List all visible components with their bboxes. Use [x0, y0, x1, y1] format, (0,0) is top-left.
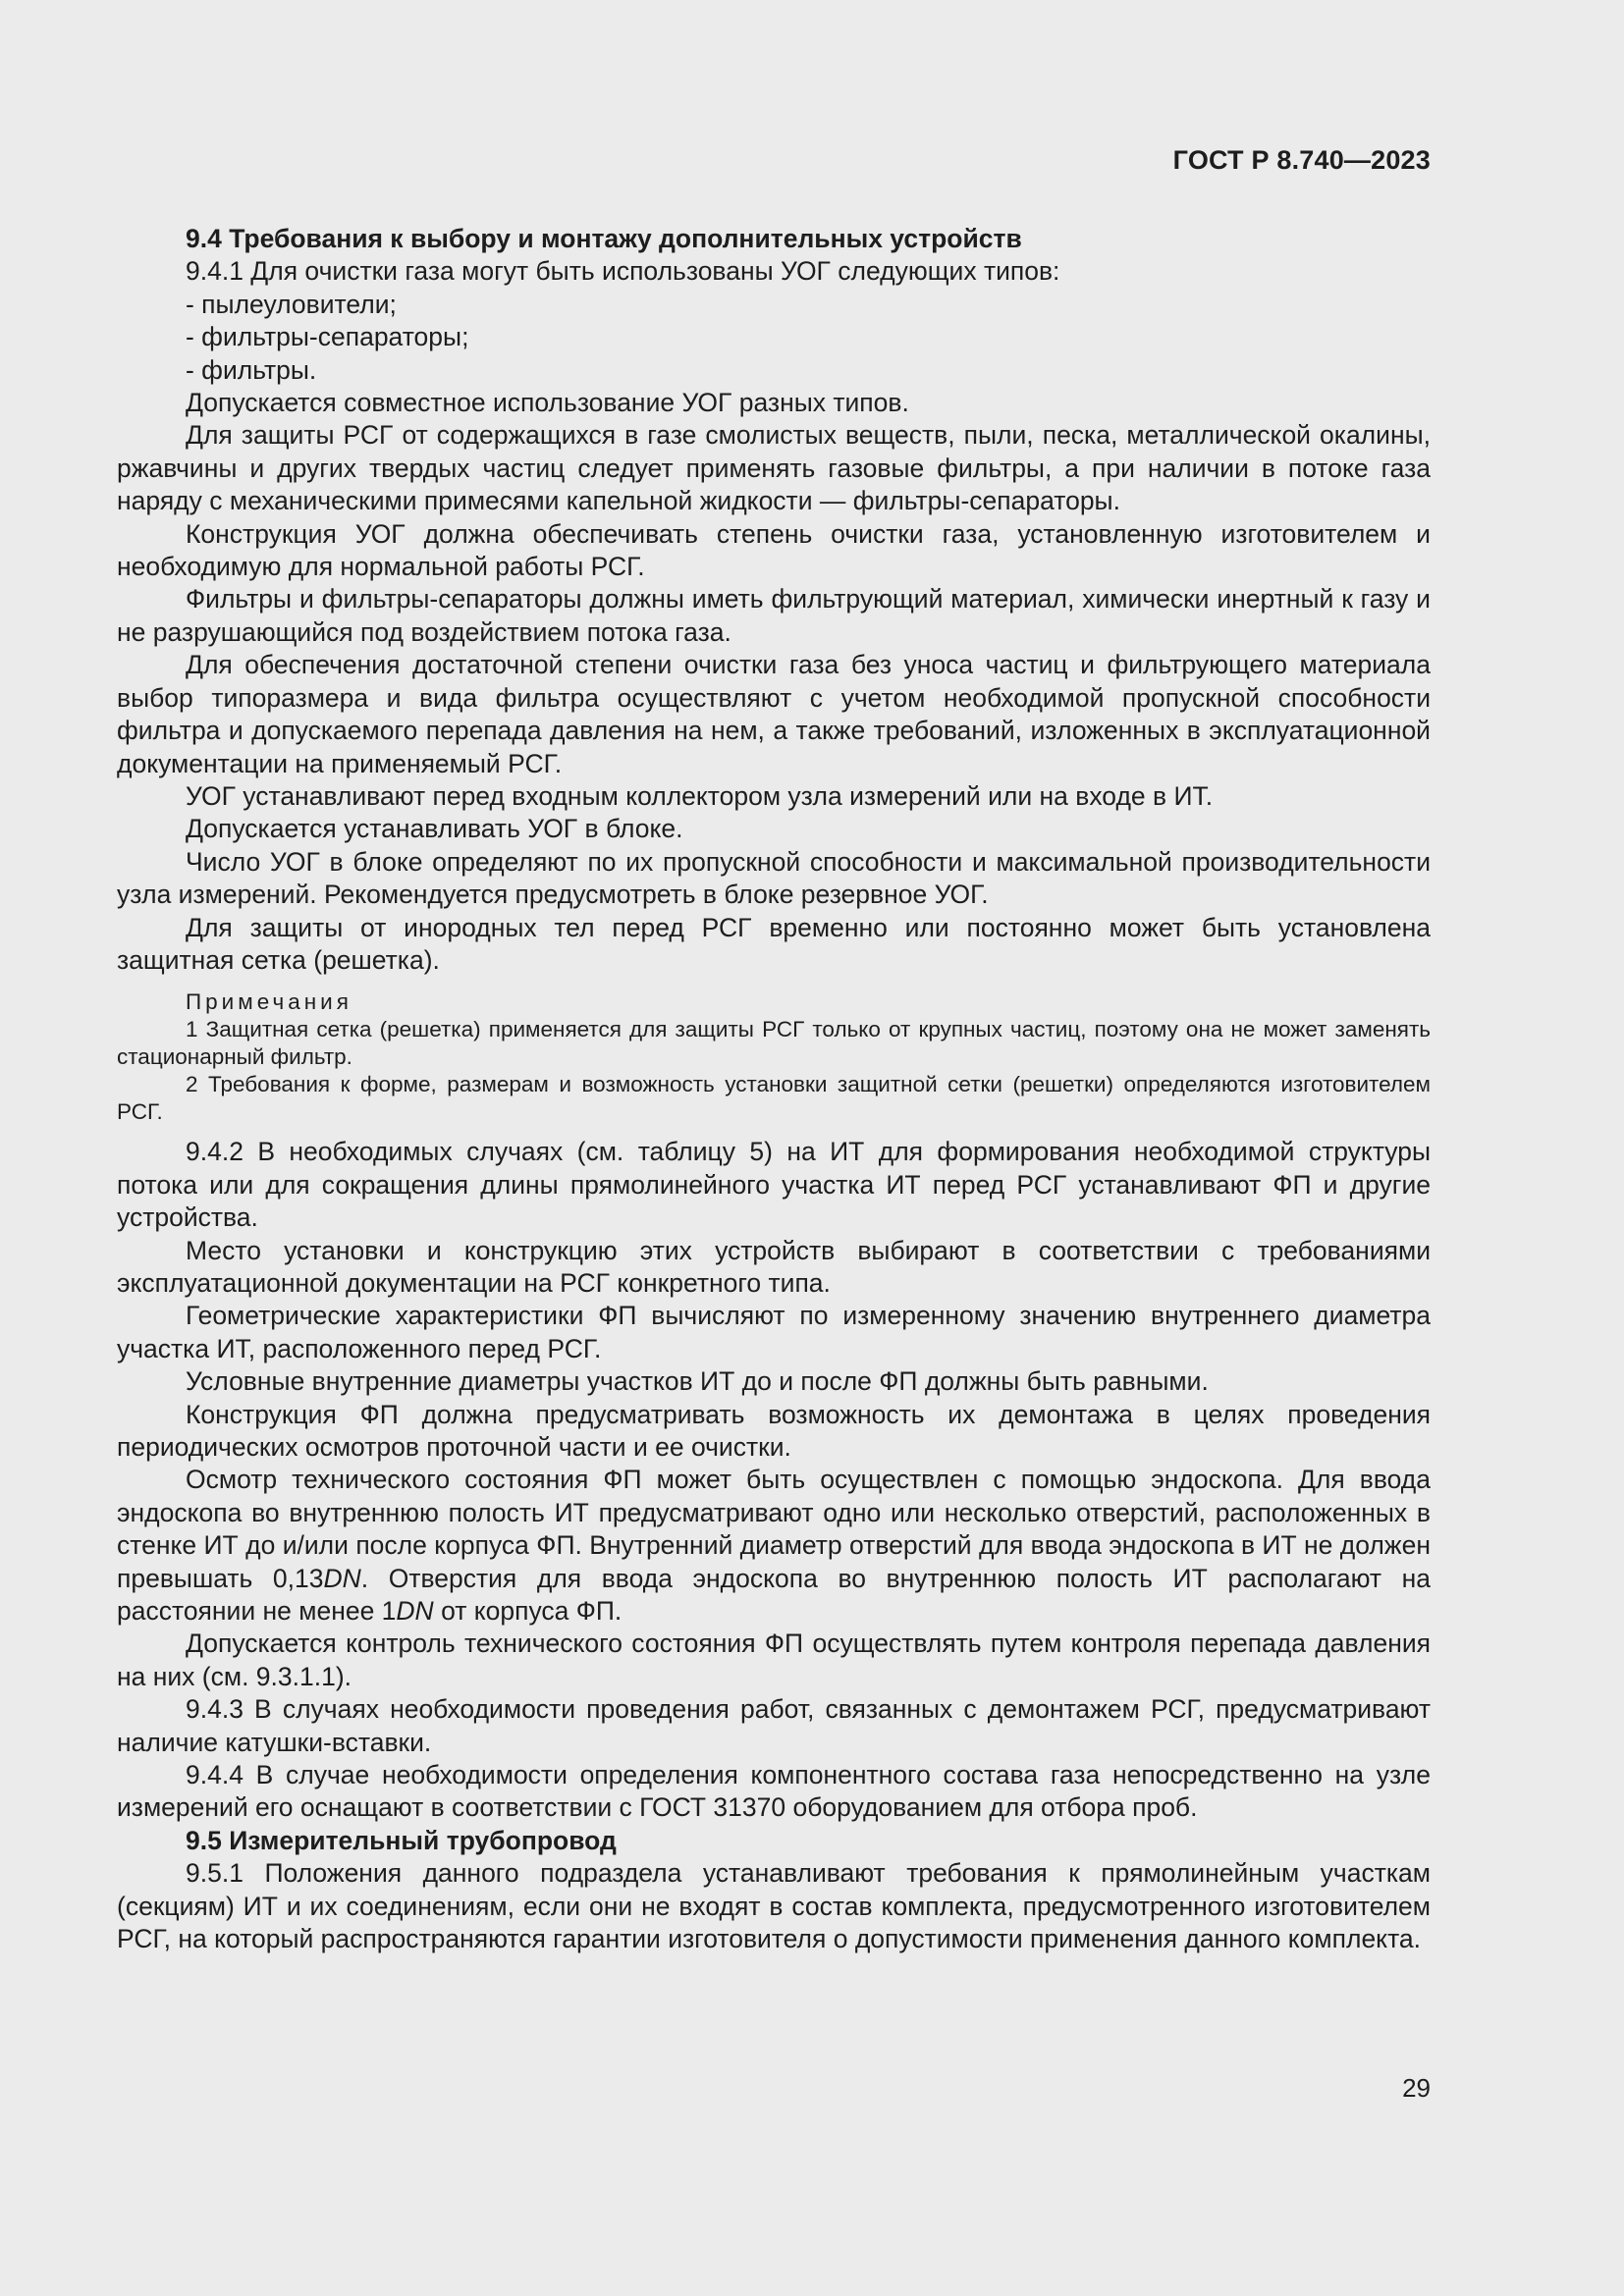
- paragraph: 9.4.1 Для очистки газа могут быть использованы УОГ следующих типов:: [186, 256, 1060, 287]
- paragraph: Место установки и конструкцию этих устройств выбирают в соответствии с требованиями эксплуатационной документации на РСГ конкретного типа.: [117, 1235, 1431, 1298]
- text-run: от корпуса ФП.: [433, 1596, 623, 1627]
- endoscope-paragraph: [117, 1464, 1431, 1628]
- paragraph: Конструкция УОГ должна обеспечивать степень очистки газа, установленную изготовителем и необходимую для нормальной работы РСГ.: [117, 518, 1431, 582]
- paragraph: Для защиты от инородных тел перед РСГ временно или постоянно может быть установлена защитная сетка (решетка).: [117, 912, 1431, 975]
- notes-block: [117, 988, 1431, 1126]
- paragraph: 9.4.4 В случае необходимости определения компонентного состава газа непосредственно на узле измерений его оснащают в соответствии с ГОСТ 31370 оборудованием для отбора проб.: [117, 1760, 1431, 1823]
- list-item: - фильтры.: [186, 354, 317, 385]
- paragraph: 9.4.3 В случаях необходимости проведения работ, связанных с демонтажем РСГ, предусматривают наличие катушки-вставки.: [117, 1694, 1431, 1757]
- text-run: . Отверстия для ввода эндоскопа во внутреннюю полость ИТ располагают на расстоянии не менее 1: [117, 1563, 1432, 1627]
- page-number: 29: [1402, 2073, 1431, 2103]
- section-heading-9-4: 9.4 Требования к выбору и монтажу дополнительных устройств: [186, 224, 1022, 253]
- running-header: ГОСТ Р 8.740—2023: [1172, 145, 1431, 175]
- paragraph: Допускается совместное использование УОГ разных типов.: [186, 388, 909, 418]
- paragraph: УОГ устанавливают перед входным коллектором узла измерений или на входе в ИТ.: [186, 780, 1214, 811]
- dn-symbol: DN: [396, 1596, 434, 1627]
- paragraph: Число УОГ в блоке определяют по их пропускной способности и максимальной производительности узла измерений. Рекомендуется предусмотреть в блоке резервное УОГ.: [117, 846, 1431, 910]
- paragraph: 9.5.1 Положения данного подраздела устанавливают требования к прямолинейным участкам (секциям) ИТ и их соединениям, если они не входят в состав комплекта, предусмотренного изготовителем РСГ, на который распространяются гарантии изготовителя о допустимости применения данного комплекта.: [117, 1858, 1431, 1954]
- section-heading-9-5: 9.5 Измерительный трубопровод: [186, 1825, 617, 1855]
- paragraph: Для защиты РСГ от содержащихся в газе смолистых веществ, пыли, песка, металлической окалины, ржавчины и других твердых частиц следует применять газовые фильтры, а при наличии в потоке газа наряду с механическими примесями капельной жидкости — фильтры-сепараторы.: [117, 420, 1431, 516]
- paragraph: Конструкция ФП должна предусматривать возможность их демонтажа в целях проведения периодических осмотров проточной части и ее очистки.: [117, 1399, 1431, 1462]
- paragraph: Для обеспечения достаточной степени очистки газа без уноса частиц и фильтрующего материала выбор типоразмера и вида фильтра осуществляют с учетом необходимой пропускной способности фильтра и допускаемого перепада давления на нем, а также требований, изложенных в эксплуатационной документации на применяемый РСГ.: [117, 650, 1431, 778]
- page-content: [117, 223, 1431, 1956]
- notes-title: Примечания: [186, 989, 352, 1015]
- paragraph: Геометрические характеристики ФП вычисляют по измеренному значению внутреннего диаметра участка ИТ, расположенного перед РСГ.: [117, 1301, 1431, 1363]
- paragraph: Допускается устанавливать УОГ в блоке.: [186, 814, 683, 844]
- note-item: 2 Требования к форме, размерам и возможность установки защитной сетки (решетки) определяются изготовителем РСГ.: [117, 1072, 1431, 1125]
- list-item: - фильтры-сепараторы;: [186, 322, 469, 352]
- paragraph: Условные внутренние диаметры участков ИТ до и после ФП должны быть равными.: [186, 1366, 1209, 1397]
- paragraph: Фильтры и фильтры-сепараторы должны иметь фильтрующий материал, химически инертный к газу и не разрушающийся под воздействием потока газа.: [117, 584, 1431, 647]
- text-run: Осмотр технического состояния ФП может быть осуществлен с помощью эндоскопа. Для ввода эндоскопа во внутреннюю полость ИТ предусматривают одно или несколько отверстий, расположенных в стенке ИТ до и/или после корпуса ФП. Внутренний диаметр отверстий для ввода эндоскопа в ИТ не должен превышать 0,13: [117, 1465, 1431, 1593]
- note-item: 1 Защитная сетка (решетка) применяется для защиты РСГ только от крупных частиц, поэтому она не может заменять стационарный фильтр.: [117, 1017, 1431, 1070]
- paragraph: Допускается контроль технического состояния ФП осуществлять путем контроля перепада давления на них (см. 9.3.1.1).: [117, 1629, 1431, 1691]
- paragraph: 9.4.2 В необходимых случаях (см. таблицу 5) на ИТ для формирования необходимой структуры потока или для сокращения длины прямолинейного участка ИТ перед РСГ устанавливают ФП и другие устройства.: [117, 1137, 1431, 1233]
- dn-symbol: DN: [323, 1563, 361, 1593]
- list-item: - пылеуловители;: [186, 289, 397, 319]
